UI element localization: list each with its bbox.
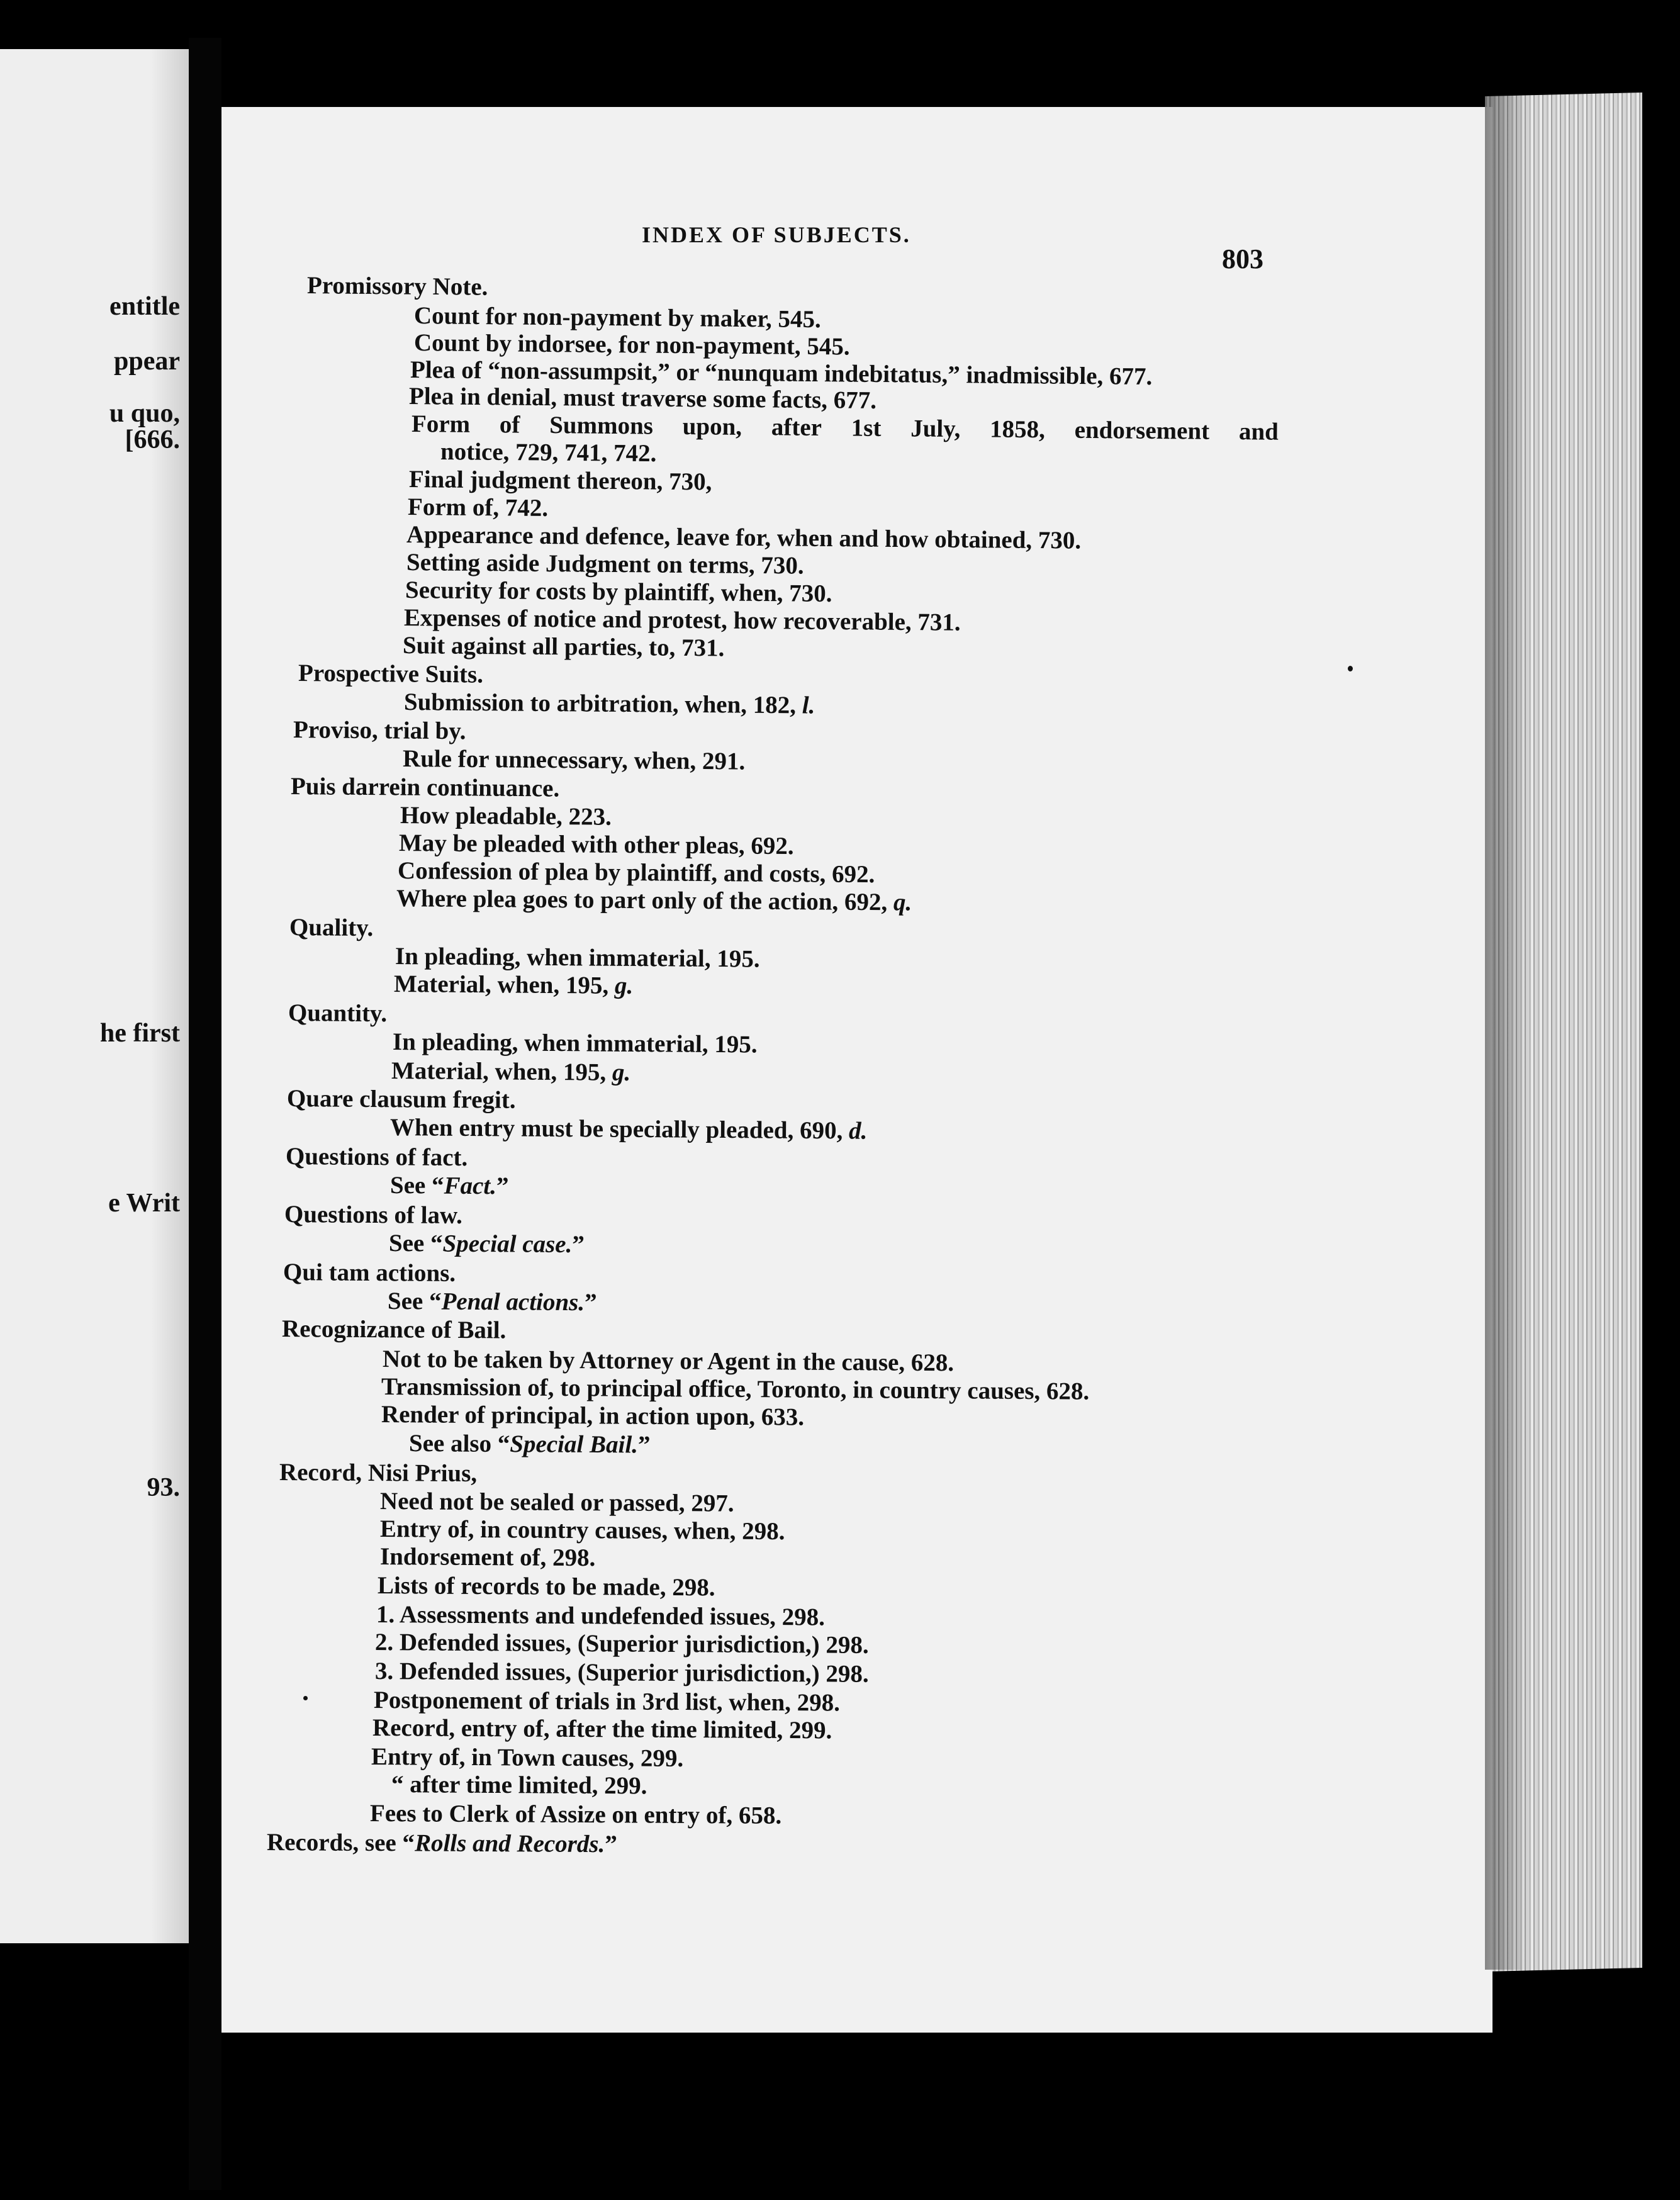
entry-text: See “ xyxy=(388,1230,443,1257)
entry-text: Need not be sealed or passed, 297. xyxy=(379,1488,734,1517)
entry-text: Security for costs by plaintiff, when, 730. xyxy=(405,576,832,607)
index-heading xyxy=(298,659,483,689)
entry-text: Quantity. xyxy=(288,999,388,1028)
justified-word: July, xyxy=(910,415,961,443)
entry-text: Transmission of, to principal office, Toronto, in country causes, 628. xyxy=(381,1373,1090,1405)
index-subentry xyxy=(414,302,821,334)
entry-italic-reference: Fact. xyxy=(444,1172,497,1200)
justified-word: after xyxy=(771,413,822,442)
entry-italic-reference: d. xyxy=(848,1117,868,1145)
index-subentry xyxy=(409,1430,651,1459)
entry-text: notice, 729, 741, 742. xyxy=(440,438,657,468)
index-subentry xyxy=(380,1543,596,1572)
ink-speck xyxy=(303,1696,308,1700)
entry-text: Entry of, in Town causes, 299. xyxy=(371,1743,684,1772)
index-subentry xyxy=(381,1373,1090,1406)
index-subentry xyxy=(405,576,832,608)
index-subentry xyxy=(398,857,875,889)
entry-text: Prospective Suits. xyxy=(298,659,484,688)
entry-text: Final judgment thereon, 730, xyxy=(408,466,712,496)
entry-text: Confession of plea by plaintiff, and costs, 692. xyxy=(397,857,875,889)
entry-text: Records, see “ xyxy=(266,1829,415,1857)
index-subentry xyxy=(378,1572,715,1602)
entry-text: Postponement of trials in 3rd list, when, 298. xyxy=(373,1686,841,1717)
entry-closing-quote: ” xyxy=(496,1172,509,1200)
index-subentry xyxy=(371,1743,684,1773)
entry-text: See “ xyxy=(387,1288,442,1315)
entry-text: Material, when, 195, xyxy=(391,1057,607,1086)
entry-italic-reference: g. xyxy=(612,1058,631,1086)
index-subentry xyxy=(404,688,815,720)
entry-text: Where plea goes to part only of the action, 692, xyxy=(396,885,888,916)
index-subentry xyxy=(395,943,760,974)
index-subentry xyxy=(391,1057,631,1087)
index-heading xyxy=(267,1829,617,1858)
justified-word: upon, xyxy=(682,412,742,441)
index-subentry xyxy=(383,1345,954,1377)
entry-text: Form of, 742. xyxy=(407,493,549,522)
entry-text: Recognizance of Bail. xyxy=(281,1315,507,1344)
entry-text: Count by indorsee, for non-payment, 545. xyxy=(413,329,850,361)
justified-word: Summons xyxy=(549,412,654,440)
index-subentry xyxy=(390,1172,509,1200)
index-subentry xyxy=(374,1686,840,1717)
left-page-fragment: entitle xyxy=(109,292,180,321)
entry-text: Qui tam actions. xyxy=(283,1259,456,1287)
entry-text: May be pleaded with other pleas, 692. xyxy=(398,829,794,860)
entry-text: Record, entry of, after the time limited, 299. xyxy=(372,1714,832,1744)
index-subentry xyxy=(394,970,634,1000)
entry-text: Questions of fact. xyxy=(285,1143,468,1172)
entry-text: Proviso, trial by. xyxy=(293,716,466,745)
left-page-fragment: [666. xyxy=(125,425,180,454)
index-subentry xyxy=(408,493,548,522)
entry-text: Quality. xyxy=(289,914,374,942)
left-page-fragment: e Writ xyxy=(108,1189,180,1218)
index-subentry xyxy=(403,632,725,662)
index-heading xyxy=(288,999,387,1028)
index-subentry xyxy=(400,802,612,831)
entry-italic-reference: Special Bail. xyxy=(510,1430,639,1459)
entry-text: Plea of “non-assumpsit,” or “nunquam indebitatus,” inadmissible, 677. xyxy=(410,356,1153,391)
entry-text: Record, Nisi Prius, xyxy=(279,1459,478,1488)
entry-text: 3. Defended issues, (Superior jurisdiction,) 298. xyxy=(374,1658,869,1688)
entry-text: Not to be taken by Attorney or Agent in the cause, 628. xyxy=(382,1345,955,1377)
entry-italic-reference: g. xyxy=(614,972,634,999)
left-page-fragment: 93. xyxy=(147,1473,180,1502)
index-heading xyxy=(279,1459,477,1488)
entry-text: Submission to arbitration, when, 182, xyxy=(403,688,797,719)
entry-text: Material, when, 195, xyxy=(393,970,609,999)
index-subentry xyxy=(375,1658,869,1688)
entry-text: “ after time limited, 299. xyxy=(391,1771,647,1800)
index-subentry xyxy=(381,1401,804,1432)
index-subentry xyxy=(391,1771,647,1800)
index-subentry xyxy=(372,1714,832,1744)
entry-text: Appearance and defence, leave for, when and how obtained, 730. xyxy=(406,521,1082,554)
entry-text: Indorsement of, 298. xyxy=(379,1543,596,1572)
ink-speck xyxy=(1348,666,1353,671)
entry-text: 2. Defended issues, (Superior jurisdiction,) 298. xyxy=(374,1629,869,1659)
index-subentry xyxy=(396,885,912,917)
entry-text: Promissory Note. xyxy=(306,272,488,301)
index-heading xyxy=(291,773,560,803)
index-heading xyxy=(284,1201,462,1230)
justified-word: 1st xyxy=(851,414,882,442)
left-page-fragment: he first xyxy=(99,1019,180,1048)
justified-word: and xyxy=(1238,418,1279,446)
entry-text: See also “ xyxy=(408,1430,510,1458)
index-subentry xyxy=(409,466,712,496)
entry-italic-reference: Rolls and Records. xyxy=(414,1829,605,1858)
index-subentry xyxy=(409,383,876,415)
entry-text: Fees to Clerk of Assize on entry of, 658. xyxy=(369,1800,782,1829)
entry-text: Questions of law. xyxy=(284,1201,462,1230)
index-subentry xyxy=(380,1515,785,1546)
entry-text: Render of principal, in action upon, 633. xyxy=(381,1401,805,1431)
entry-text: Lists of records to be made, 298. xyxy=(377,1572,715,1602)
justified-word: Form xyxy=(411,410,471,438)
index-subentry xyxy=(380,1488,734,1518)
justified-word: of xyxy=(499,411,520,439)
index-subentry xyxy=(375,1629,869,1659)
entry-text: See “ xyxy=(389,1172,444,1199)
entry-italic-reference: l. xyxy=(802,692,815,719)
entry-text: Rule for unnecessary, when, 291. xyxy=(402,745,746,775)
running-head: INDEX OF SUBJECTS. xyxy=(642,222,911,247)
index-subentry xyxy=(440,438,657,468)
entry-italic-reference: Penal actions. xyxy=(441,1288,585,1316)
index-subentry xyxy=(376,1601,825,1632)
entry-closing-quote: ” xyxy=(605,1831,617,1858)
index-heading xyxy=(293,716,466,745)
left-page-fragment: u quo, xyxy=(109,399,180,428)
entry-text: 1. Assessments and undefended issues, 298. xyxy=(376,1601,826,1631)
index-subentry xyxy=(388,1288,597,1316)
entry-closing-quote: ” xyxy=(572,1231,585,1259)
entry-closing-quote: ” xyxy=(637,1431,651,1459)
entry-text: In pleading, when immaterial, 195. xyxy=(392,1028,758,1058)
entry-text: Puis darrein continuance. xyxy=(290,773,560,802)
entry-italic-reference: q. xyxy=(893,889,912,916)
entry-text: Quare clausum fregit. xyxy=(286,1085,516,1114)
page-number: 803 xyxy=(1222,244,1263,274)
justified-word: endorsement xyxy=(1074,416,1210,445)
index-heading xyxy=(289,914,374,942)
entry-italic-reference: Special case. xyxy=(442,1230,573,1259)
index-subentry xyxy=(399,829,794,860)
left-page-fragment: ppear xyxy=(114,347,180,376)
entry-text: Setting aside Judgment on terms, 730. xyxy=(406,549,804,580)
entry-text: When entry must be specially pleaded, 690, xyxy=(389,1114,843,1145)
index-subentry xyxy=(406,549,804,580)
entry-closing-quote: ” xyxy=(584,1289,597,1316)
justified-word: 1858, xyxy=(989,415,1046,444)
index-subentry xyxy=(370,1800,781,1830)
index-heading xyxy=(283,1259,456,1288)
index-heading xyxy=(307,272,488,301)
index-heading xyxy=(287,1085,516,1114)
entry-text: How pleadable, 223. xyxy=(400,802,612,831)
index-subentry xyxy=(404,604,961,637)
entry-text: In pleading, when immaterial, 195. xyxy=(395,943,760,973)
index-heading xyxy=(286,1143,468,1172)
entry-text: Entry of, in country causes, when, 298. xyxy=(379,1515,785,1546)
entry-text: Suit against all parties, to, 731. xyxy=(402,632,725,662)
entry-text: Plea in denial, must traverse some facts, 677. xyxy=(408,383,877,414)
index-subentry xyxy=(393,1028,758,1058)
entry-text: Expenses of notice and protest, how recoverable, 731. xyxy=(403,604,961,636)
index-heading xyxy=(282,1315,507,1344)
index-subentry xyxy=(403,745,746,776)
index-subentry xyxy=(389,1230,585,1259)
index-subentry xyxy=(414,329,850,361)
entry-text: Count for non-payment by maker, 545. xyxy=(413,302,822,334)
index-subentry xyxy=(390,1114,868,1145)
